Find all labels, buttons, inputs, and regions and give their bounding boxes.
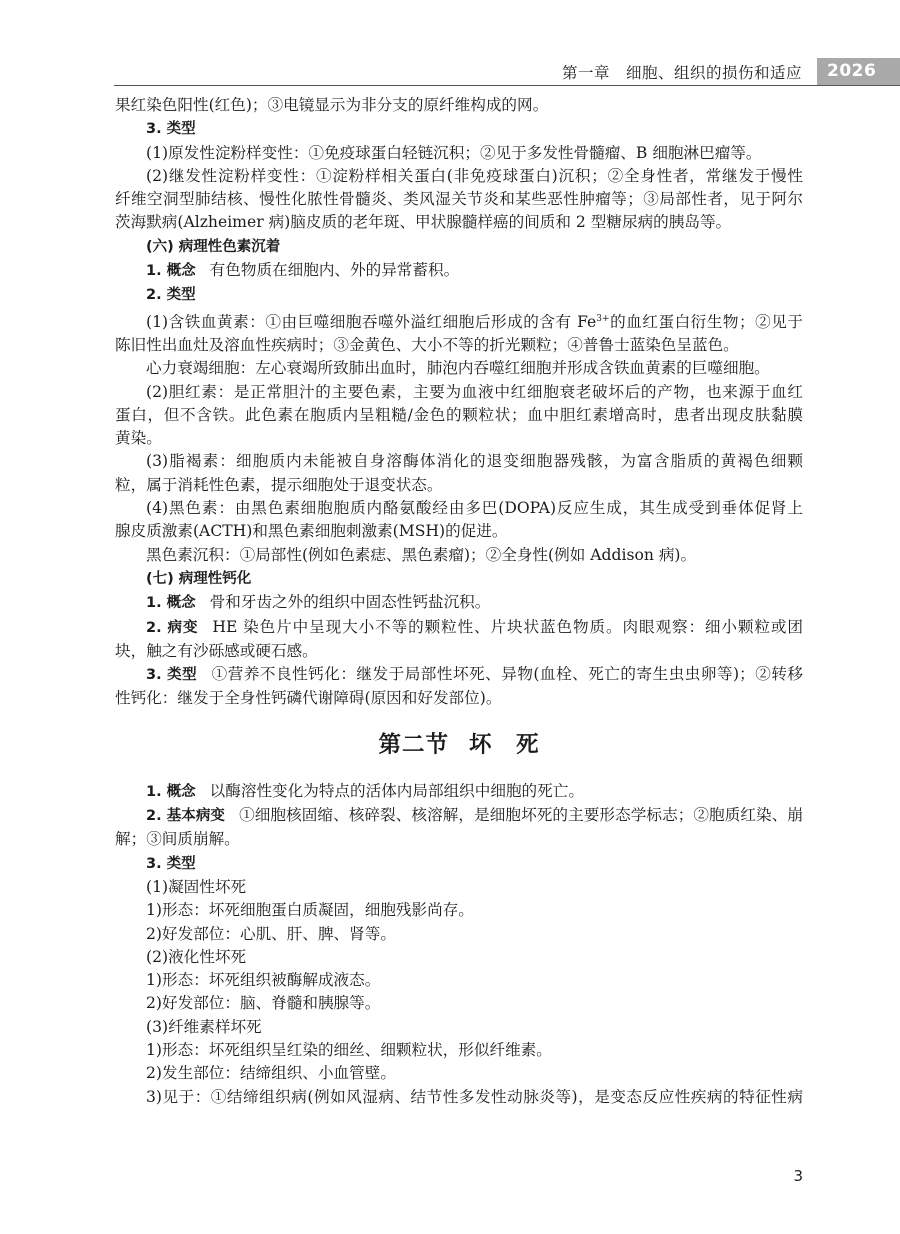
item-label: 1. 概念 [146,263,196,280]
item-label: 1. 概念 [146,595,196,612]
section-number: 第二节 [378,731,449,758]
paragraph-line: 茨海默病(Alzheimer 病)脑皮质的老年斑、甲状腺髓样癌的间质和 2 型糖尿病的胰岛等。 [115,213,732,232]
subheading-label: 3. 类型 [146,121,196,138]
paragraph-line: 果红染色阳性(红色)；③电镜显示为非分支的原纤维构成的网。 [115,96,549,114]
item-text: 有色物质在细胞内、外的异常蓄积。 [209,261,460,280]
subheading-types [115,117,803,141]
paragraph-line: (2)胆红素：是正常胆汁的主要色素，主要为血液中红细胞衰老破坏后的产物，也来源于血红 [146,382,803,401]
subheading-types [115,283,803,307]
paragraph-line: 纤维空洞型肺结核、慢性化脓性骨髓炎、类风湿关节炎和某些恶性肿瘤等；③局部性者，见于阿尔 [115,190,803,209]
paragraph-line: 黄染。 [115,429,162,448]
list-item: 1)形态：坏死组织被酶解成液态。 [146,971,381,990]
list-item: 2)好发部位：心肌、肝、脾、肾等。 [146,924,396,943]
text-fragment: (1)含铁血黄素：①由巨噬细胞吞噬外溢红细胞后形成的含有 Fe [146,312,597,331]
list-item: (1)凝固性坏死 [146,877,247,896]
heading-label: (七) 病理性钙化 [146,570,252,587]
chapter-title: 第一章 细胞、组织的损伤和适应 [561,64,802,82]
paragraph-line: 黑色素沉积：①局部性(例如色素痣、黑色素瘤)；②全身性(例如 Addison 病)。 [146,545,697,564]
concept-line [115,259,803,283]
subheading-label: 2. 类型 [146,287,196,304]
item-label: 2. 病变 [146,619,199,636]
paragraph-line: 心力衰竭细胞：左心衰竭所致肺出血时，肺泡内吞噬红细胞并形成含铁血黄素的巨噬细胞。 [146,359,770,378]
concept-line [115,591,803,615]
section-heading-pigment [115,235,803,259]
subheading-types [115,852,803,876]
page-number: 3 [793,1167,803,1185]
header-divider [114,85,900,86]
paragraph-line: 性钙化：继发于全身性钙磷代谢障碍(原因和好发部位)。 [115,689,502,708]
item-text: 以酶溶性变化为特点的活体内局部组织中细胞的死亡。 [209,781,584,800]
item-text: HE 染色片中呈现大小不等的颗粒性、片块状蓝色物质。肉眼观察：细小颗粒或团 [212,617,803,636]
lesion-line [115,616,803,640]
paragraph-line: 陈旧性出血灶及溶血性疾病时；③金黄色、大小不等的折光颗粒；④普鲁士蓝染色呈蓝色。 [115,335,739,354]
basic-lesion-line [115,804,803,828]
paragraph-line: (1)原发性淀粉样变性：①免疫球蛋白轻链沉积；②见于多发性骨髓瘤、B 细胞淋巴瘤等。 [146,143,762,162]
item-label: 2. 基本病变 [146,808,226,825]
list-item: 1)形态：坏死细胞蛋白质凝固，细胞残影尚存。 [146,901,474,920]
concept-line [115,780,803,804]
list-item: 1)形态：坏死组织呈红染的细丝、细颗粒状，形似纤维素。 [146,1040,552,1059]
heading-label: (六) 病理性色素沉着 [146,238,281,255]
paragraph-line: 腺皮质激素(ACTH)和黑色素细胞刺激素(MSH)的促进。 [115,522,508,541]
paragraph-line: 粒，属于消耗性色素，提示细胞处于退变状态。 [115,475,443,494]
paragraph-line: (4)黑色素：由黑色素细胞胞质内酪氨酸经由多巴(DOPA)反应生成，其生成受到垂体促肾上 [146,499,803,518]
running-header [0,58,900,88]
item-text: ①营养不良性钙化：继发于局部性坏死、异物(血栓、死亡的寄生虫虫卵等)；②转移 [211,665,803,684]
item-label: 3. 类型 [146,667,198,684]
paragraph-line [115,308,803,334]
year-badge: 2026 [817,58,900,85]
paragraph-line: 解；③间质崩解。 [115,830,240,849]
section-heading-calcification [115,567,803,591]
item-label: 1. 概念 [146,783,196,800]
section-name: 坏 死 [469,731,540,758]
subheading-label: 3. 类型 [146,855,196,872]
paragraph-line: (3)脂褐素：细胞质内未能被自身溶酶体消化的退变细胞器残骸，为富含脂质的黄褐色细颗 [146,452,803,471]
text-fragment: 的血红蛋白衍生物；②见于 [609,312,803,331]
section-title [115,730,803,760]
list-item: (2)液化性坏死 [146,947,247,966]
page-body [115,94,803,1109]
list-item: 2)发生部位：结缔组织、小血管壁。 [146,1064,396,1083]
paragraph-line: 蛋白，但不含铁。此色素在胞质内呈粗糙/金色的颗粒状；血中胆红素增高时，患者出现皮肤黏膜 [115,405,803,424]
item-text: 骨和牙齿之外的组织中固态性钙盐沉积。 [209,593,491,612]
list-item: 2)好发部位：脑、脊髓和胰腺等。 [146,994,381,1013]
paragraph-line: (2)继发性淀粉样变性：①淀粉样相关蛋白(非免疫球蛋白)沉积；②全身性者，常继发于慢性 [146,166,803,185]
list-item: 3)见于：①结缔组织病(例如风湿病、结节性多发性动脉炎等)，是变态反应性疾病的特征性病 [146,1087,803,1106]
superscript: 3+ [596,313,610,324]
types-line [115,663,803,687]
list-item: (3)纤维素样坏死 [146,1017,262,1036]
paragraph-line: 块，触之有沙砾感或硬石感。 [115,641,318,660]
item-text: ①细胞核固缩、核碎裂、核溶解，是细胞坏死的主要形态学标志；②胞质红染、崩 [239,806,803,825]
